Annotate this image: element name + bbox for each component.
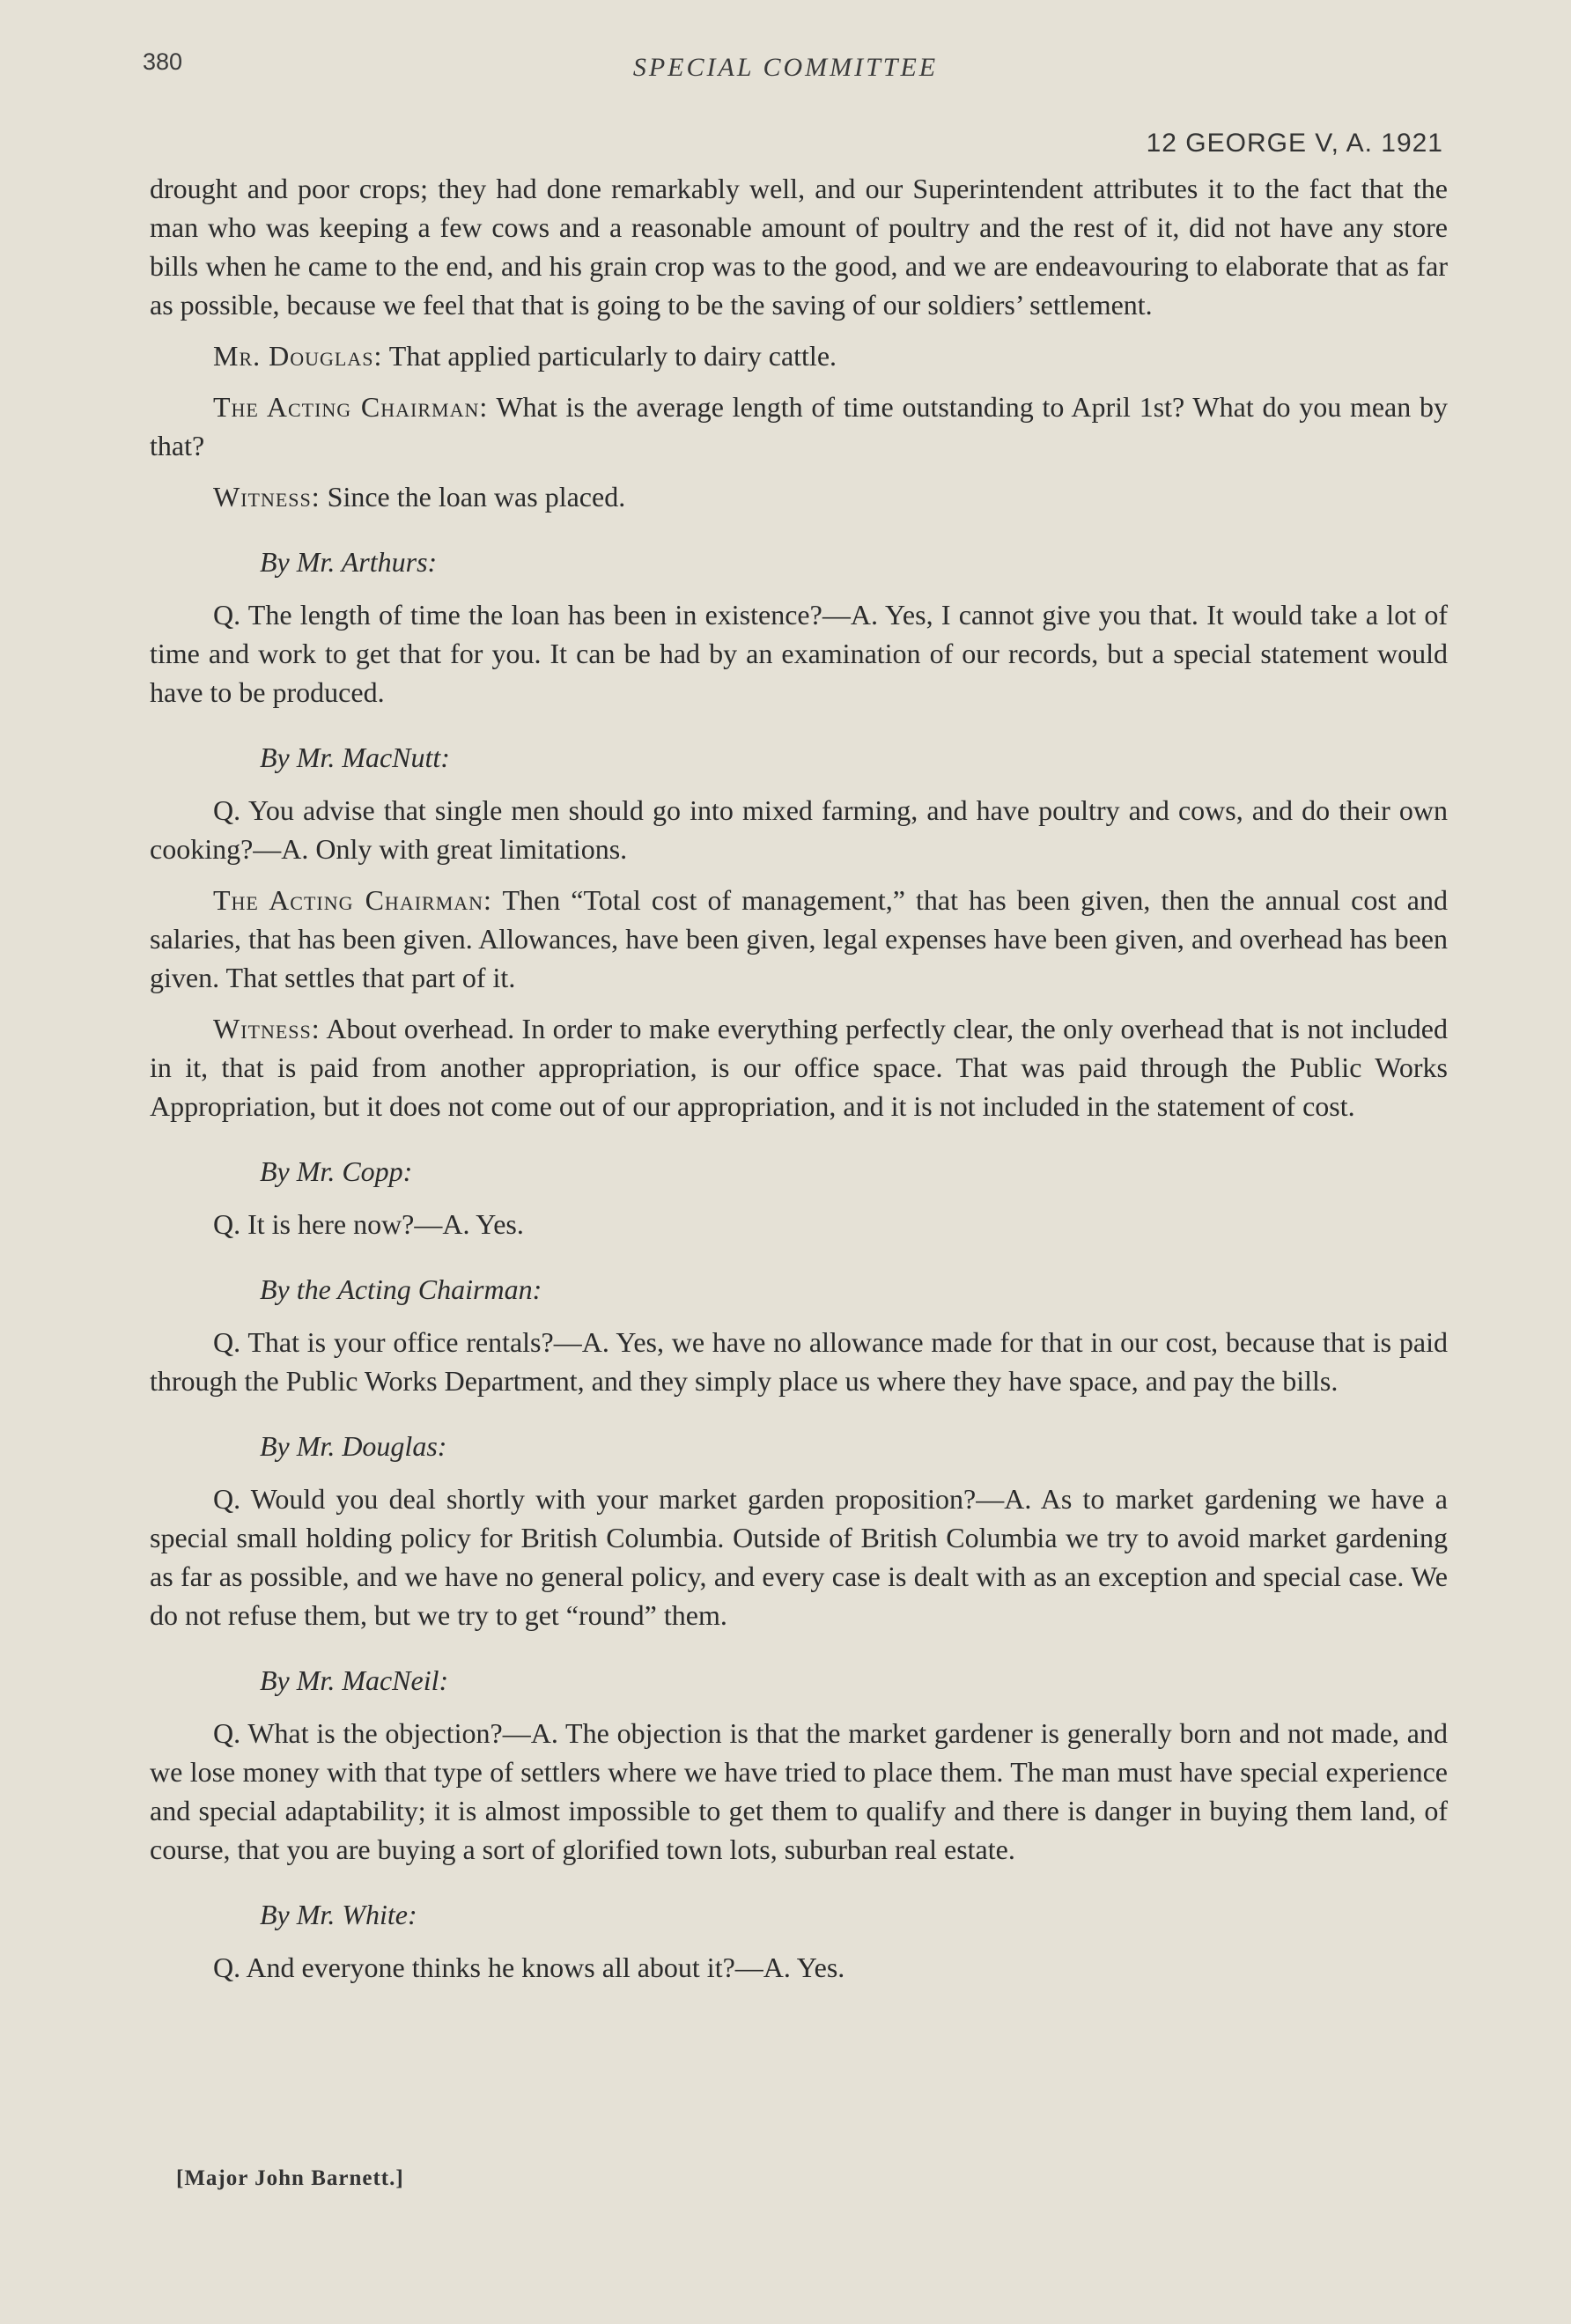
speech-text: What is the average length of time outstanding to April 1st? What do you mean by that? (150, 391, 1449, 461)
witness-footnote: [Major John Barnett.] (176, 2166, 404, 2190)
examiner-heading: By Mr. MacNeil: (260, 1664, 449, 1696)
speaker-label: Witness: (213, 481, 321, 513)
speech-text: Since the loan was placed. (327, 481, 626, 513)
examiner-heading: By Mr. White: (260, 1899, 417, 1930)
paragraph: drought and poor crops; they had done remarkably well, and our Superintendent attributes it to the fact that the man who was keeping a few cows and a reasonable amount of poultry and the rest of it, did not have any store bills when he came to the end, and his grain crop was to the good, and we are endeavouring to elaborate that as far as possible, because we feel that that is going to be the saving of our soldiers’ settlement. (150, 173, 1448, 321)
body-text (150, 169, 1448, 1987)
examiner-heading: By Mr. Douglas: (260, 1430, 447, 1462)
paragraph (150, 336, 1448, 375)
question-answer: Q. That is your office rentals?—A. Yes, we have no allowance made for that in our cost, because that is paid through the Public Works Department, and they simply place us where they have space, and pay the bills. (150, 1326, 1448, 1397)
paragraph (150, 881, 1448, 997)
speech-text: That applied particularly to dairy cattle. (388, 340, 837, 372)
examiner-heading: By Mr. Arthurs: (260, 546, 438, 578)
speaker-label: The Acting Chairman: (213, 884, 492, 916)
speaker-label: The Acting Chairman: (213, 391, 489, 423)
examiner-heading: By the Acting Chairman: (260, 1273, 542, 1305)
running-head: SPECIAL COMMITTEE (632, 53, 939, 82)
paragraph (150, 1009, 1448, 1125)
question-answer: Q. It is here now?—A. Yes. (213, 1208, 524, 1240)
paragraph (150, 387, 1448, 465)
speech-text: Then “Total cost of management,” that has been given, then the annual cost and salaries, that has been given. Allowances, have been given, legal expenses have been given, and overhead has been given. That settles that part of it. (150, 884, 1449, 993)
examiner-heading: By Mr. MacNutt: (260, 741, 450, 773)
question-answer: Q. Would you deal shortly with your market garden proposition?—A. As to market gardening we have a special small holding policy for British Columbia. Outside of British Columbia we try to avoid market gardening as far as possible, and we have no general policy, and every case is dealt with as an exception and special case. We do not refuse them, but we try to get “round” them. (150, 1483, 1448, 1631)
session-reference: 12 GEORGE V, A. 1921 (1146, 129, 1443, 158)
question-answer: Q. The length of time the loan has been in existence?—A. Yes, I cannot give you that. It would take a lot of time and work to get that for you. It can be had by an examination of our records, but a special statement would have to be produced. (150, 599, 1448, 708)
paragraph (150, 477, 1448, 516)
speech-text: About overhead. In order to make everything perfectly clear, the only overhead that is not included in it, that is paid from another appropriation, is our office space. That was paid through the Public Works Appropriation, but it does not come out of our appropriation, and it is not included in the statement of cost. (150, 1013, 1449, 1122)
speaker-label: Witness: (213, 1013, 321, 1044)
question-answer: Q. And everyone thinks he knows all about it?—A. Yes. (213, 1951, 845, 1983)
examiner-heading: By Mr. Copp: (260, 1155, 413, 1187)
question-answer: Q. What is the objection?—A. The objection is that the market gardener is generally born and not made, and we lose money with that type of settlers where we have tried to place them. The man must have special experience and special adaptability; it is almost impossible to get them to qualify and there is danger in buying them land, of course, that you are buying a sort of glorified town lots, suburban real estate. (150, 1717, 1448, 1865)
page-number: 380 (143, 48, 183, 75)
question-answer: Q. You advise that single men should go into mixed farming, and have poultry and cows, and do their own cooking?—A. Only with great limitations. (150, 794, 1448, 865)
speaker-label: Mr. Douglas: (213, 340, 383, 372)
